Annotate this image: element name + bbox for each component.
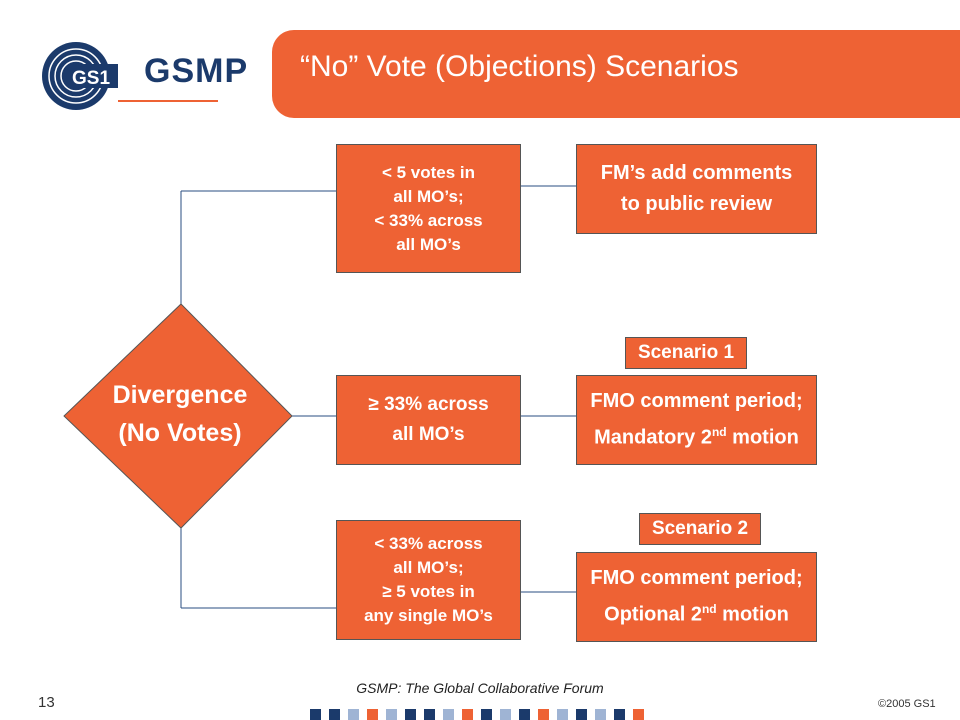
gsmp-brand-text: GSMP	[144, 52, 249, 90]
condition-box-3	[336, 520, 521, 640]
condition-2-line-1: ≥ 33% across	[368, 394, 489, 415]
outcome-3-text: Optional 2	[604, 603, 702, 626]
gs1-logo-text: GS1	[72, 68, 111, 89]
condition-3-line-2: all MO’s;	[393, 558, 464, 577]
condition-box-2	[336, 375, 521, 465]
outcome-2-superscript: nd	[711, 425, 727, 440]
outcome-3-superscript: nd	[701, 602, 717, 617]
condition-3-line-1: < 33% across	[374, 534, 483, 553]
footer-forum-text: GSMP: The Global Collaborative Forum	[356, 680, 604, 696]
condition-1-line-3: < 33% across	[374, 210, 483, 230]
outcome-3-line-2	[604, 594, 789, 631]
outcome-2-line-2	[594, 417, 799, 454]
condition-1-line-1: < 5 votes in	[381, 162, 476, 182]
condition-1-line-2: all MO’s;	[393, 186, 464, 206]
slide-number: 13	[38, 694, 55, 711]
outcome-1-line-1: FM’s add comments	[600, 162, 793, 184]
condition-box-1	[336, 144, 521, 273]
decision-line-1: Divergence	[112, 381, 248, 409]
scenario-2-label: Scenario 2	[639, 513, 761, 545]
outcome-3-line-1: FMO comment period;	[590, 567, 803, 590]
outcome-2-line-1: FMO comment period;	[590, 390, 803, 413]
copyright-text: ©2005 GS1	[878, 698, 936, 710]
outcome-box-2	[576, 375, 817, 465]
outcome-3-text-tail: motion	[716, 603, 789, 626]
page-title: “No” Vote (Objections) Scenarios	[300, 50, 739, 83]
scenario-1-label: Scenario 1	[625, 337, 747, 369]
condition-3-line-3: ≥ 5 votes in	[382, 582, 475, 601]
condition-3-line-4: any single MO’s	[364, 606, 493, 625]
decision-label	[70, 376, 290, 452]
outcome-2-text-tail: motion	[726, 426, 799, 449]
condition-2-line-2: all MO’s	[392, 424, 465, 445]
outcome-2-text: Mandatory 2	[594, 426, 712, 449]
decision-line-2: (No Votes)	[118, 419, 242, 447]
condition-1-line-4: all MO’s	[396, 234, 461, 254]
outcome-box-1	[576, 144, 817, 234]
outcome-box-3	[576, 552, 817, 642]
outcome-1-line-2: to public review	[620, 193, 773, 215]
